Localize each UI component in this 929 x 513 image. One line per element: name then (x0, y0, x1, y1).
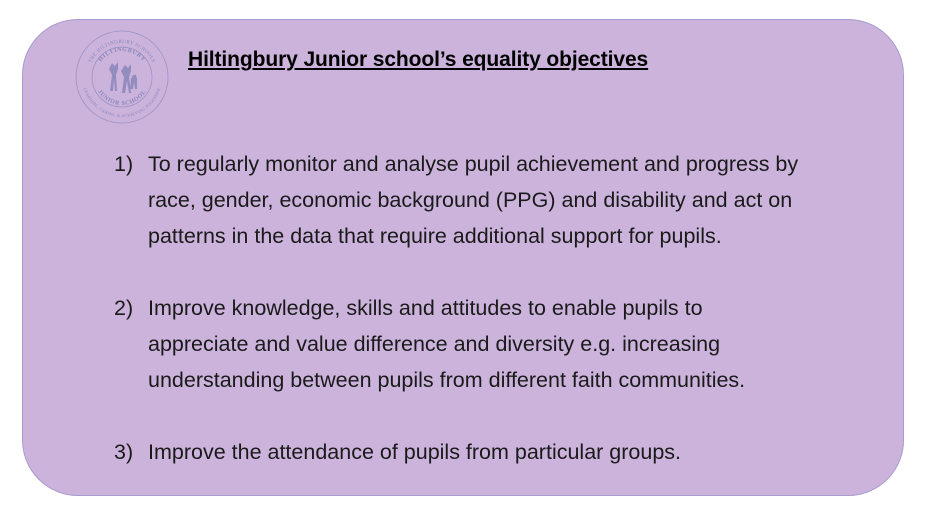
svg-text:LEARNING, CARING & ACHIEVING T: LEARNING, CARING & ACHIEVING TOGETHER (82, 87, 162, 119)
objective-number: 3) (114, 440, 134, 464)
objective-line: patterns in the data that require additional support for pupils. (148, 224, 722, 248)
objective-line: appreciate and value difference and diversity e.g. increasing (148, 332, 721, 356)
objective-item (114, 290, 884, 398)
svg-text:HILTINGBURY: HILTINGBURY (97, 46, 147, 64)
objective-line: race, gender, economic background (PPG) and disability and act on (148, 188, 793, 212)
objective-number: 2) (114, 296, 134, 320)
svg-text:JUNIOR SCHOOL: JUNIOR SCHOOL (96, 88, 148, 108)
objective-line: Improve knowledge, skills and attitudes to enable pupils to (148, 296, 703, 320)
objective-item (114, 434, 884, 470)
school-logo-icon (74, 29, 170, 125)
objective-line: Improve the attendance of pupils from particular groups. (148, 440, 682, 464)
objectives-list (114, 146, 884, 470)
objective-line: understanding between pupils from different faith communities. (148, 368, 746, 392)
page-title: Hiltingbury Junior school’s equality objectives (188, 48, 649, 71)
objective-line: To regularly monitor and analyse pupil achievement and progress by (148, 152, 799, 176)
svg-text:THE HILTINGBURY SCHOOLS: THE HILTINGBURY SCHOOLS (88, 39, 156, 64)
objective-number: 1) (114, 152, 134, 176)
objective-item (114, 146, 884, 254)
